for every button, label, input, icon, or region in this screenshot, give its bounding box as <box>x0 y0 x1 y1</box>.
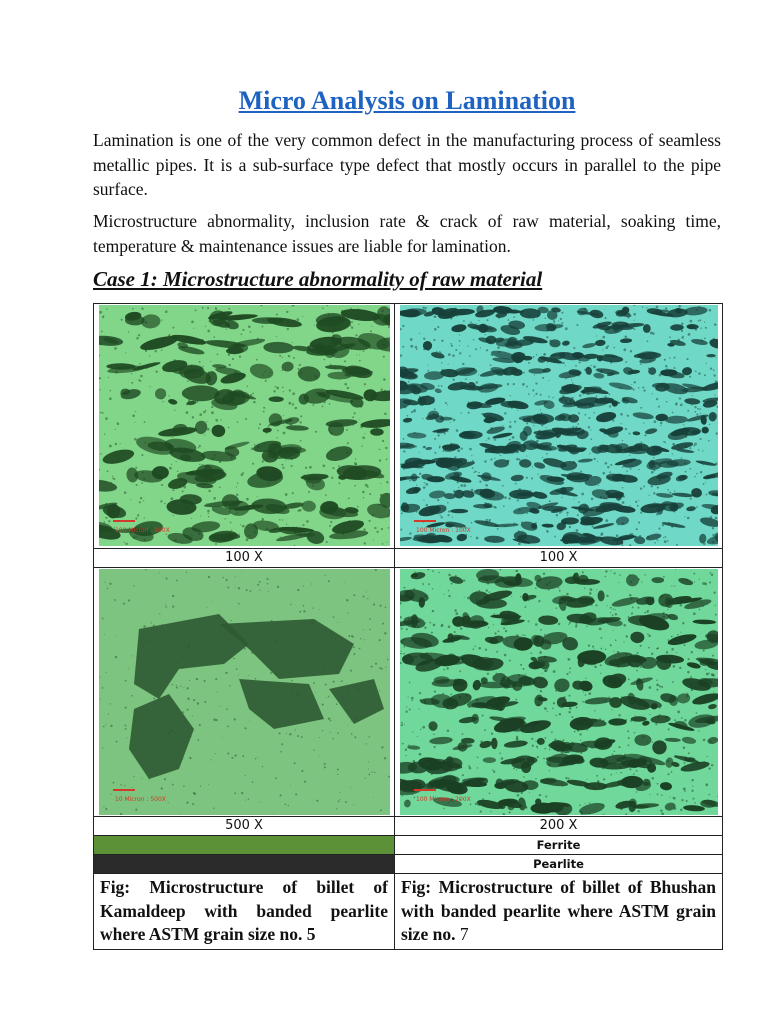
scale-bar <box>113 520 135 522</box>
micrograph-cell-bottom-right <box>395 568 723 817</box>
scale-bar-label: 100 Micron : 100X <box>115 527 170 534</box>
caption-left <box>94 874 395 950</box>
micrograph-bottom-left <box>99 569 390 815</box>
causes-paragraph: Microstructure abnormality, inclusion rate & crack of raw material, soaking time, temperature & maintenance issues are liable for lamination. <box>93 211 721 256</box>
scale-bar-label: 10 Micron : 500X <box>115 796 166 803</box>
scale-bar <box>414 789 436 791</box>
case-heading: Case 1: Microstructure abnormality of raw material <box>93 267 543 291</box>
intro-paragraph: Lamination is one of the very common defect in the manufacturing process of seamless metallic pipes. It is a sub-surface type defect that mostly occurs in parallel to the pipe surface. <box>93 130 721 199</box>
scale-bar <box>113 789 135 791</box>
magnification-label: 100 X <box>94 549 395 568</box>
magnification-label: 500 X <box>94 817 395 836</box>
magnification-label: 100 X <box>395 549 723 568</box>
micrograph-top-left <box>99 305 390 546</box>
ferrite-legend-label: Ferrite <box>395 836 723 855</box>
caption-left-number: 5 <box>306 924 316 944</box>
pearlite-legend-label: Pearlite <box>395 855 723 874</box>
micrograph-top-right <box>400 305 718 546</box>
figure-table <box>93 303 723 950</box>
caption-right-text: Fig: Microstructure of billet of Bhushan with banded pearlite where ASTM grain size no. <box>401 877 716 944</box>
caption-right <box>395 874 723 950</box>
scale-bar-label: 100 Micron : 100X <box>416 527 471 534</box>
scale-bar <box>414 520 436 522</box>
caption-left-text: Fig: Microstructure of billet of Kamaldeep with banded pearlite where ASTM grain size no. <box>100 877 388 944</box>
caption-right-number: 7 <box>459 924 469 944</box>
micrograph-bottom-right <box>400 569 718 815</box>
micrograph-cell-bottom-left <box>94 568 395 817</box>
magnification-label: 200 X <box>395 817 723 836</box>
page-title: Micro Analysis on Lamination <box>238 86 576 115</box>
micrograph-cell-top-right <box>395 304 723 549</box>
scale-bar-label: 100 Micron : 200X <box>416 796 471 803</box>
micrograph-cell-top-left <box>94 304 395 549</box>
ferrite-swatch <box>94 836 395 855</box>
pearlite-swatch <box>94 855 395 874</box>
